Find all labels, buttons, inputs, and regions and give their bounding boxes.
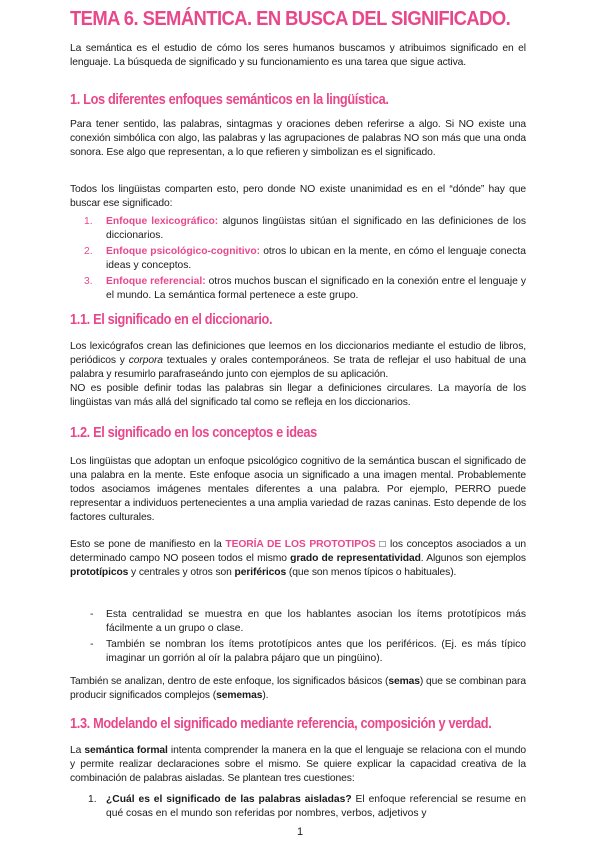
section-1-paragraph-2: Todos los lingüistas comparten esto, pero donde NO existe unanimidad es en el “dónde” hay que buscar ese significado: <box>70 184 526 209</box>
section-1-2-paragraph-2: Esto se pone de manifiesto en la TEORÍA DE LOS PROTOTIPOS □ los conceptos asociados a un determinado campo NO poseen todos el mismo grado de representatividad. Algunos son ejemplos prototípicos y centrales y otros son periféricos (que son menos típicos o habituales). <box>70 539 526 578</box>
section-1-2-paragraph-1: Los lingüistas que adoptan un enfoque psicológico cognitivo de la semántica buscan el significado de una palabra en la mente. Este enfoque asocia un significado a una imagen mental. Probablemente todos asociamos imágenes mentales diferentes a una palabra. Por ejemplo, PERRO puede representar a individuos pertenecientes a una amplia variedad de razas caninas. Esto depende de los factores culturales. <box>70 456 526 523</box>
approach-keyword: Enfoque referencial: <box>106 276 206 287</box>
section-1-2-paragraph-3: También se analizan, dentro de este enfoque, los significados básicos (semas) que se combinan para producir significados complejos (sememas). <box>70 676 526 701</box>
list-item: - Esta centralidad se muestra en que los hablantes asocian los ítems prototípicos más fácilmente a un grupo o clase. <box>90 609 526 634</box>
prototype-bullets <box>70 608 526 668</box>
approaches-list <box>70 215 526 305</box>
approach-keyword: Enfoque lexicográfico: <box>106 216 219 227</box>
questions-list <box>70 793 526 823</box>
prototype-theory-term: TEORÍA DE LOS PROTOTIPOS <box>225 539 376 550</box>
section-1-heading: 1. Los diferentes enfoques semánticos en la lingüística. <box>70 92 389 108</box>
list-item: - También se nombran los ítems prototípicos antes que los periféricos. (Ej. es más típico imaginar un gorrión al oír la palabra pájaro que un pingüino). <box>90 639 526 664</box>
intro-paragraph: La semántica es el estudio de cómo los seres humanos buscamos y atribuimos significado en el lenguaje. La búsqueda de significado y su funcionamiento es una tarea que sigue activa. <box>70 43 526 68</box>
list-item: 1. ¿Cuál es el significado de las palabras aisladas? El enfoque referencial se resume en qué cosas en el mundo son referidas por nombres, verbos, adjetivos y <box>88 794 527 819</box>
section-1-1-paragraph-2: NO es posible definir todas las palabras sin llegar a definiciones circulares. La mayoría de los lingüistas van más allá del significado tal como se refleja en los diccionarios. <box>70 383 526 408</box>
section-1-3-paragraph-1: La semántica formal intenta comprender la manera en la que el lenguaje se relaciona con el mundo y permite realizar declaraciones sobre el mismo. Se quiere explicar la capacidad creativa de la combinación de palabras aisladas. Se plantean tres cuestiones: <box>70 745 526 784</box>
section-1-2-heading: 1.2. El significado en los conceptos e ideas <box>70 425 317 441</box>
list-item: 1. Enfoque lexicográfico: algunos lingüistas sitúan el significado en las definiciones de los diccionarios. <box>84 216 526 241</box>
list-item: 3. Enfoque referencial: otros muchos buscan el significado en la conexión entre el lenguaje y el mundo. La semántica formal pertenece a este grupo. <box>84 276 526 301</box>
section-1-1-paragraph-1: Los lexicógrafos crean las definiciones que leemos en los diccionarios mediante el estudio de libros, periódicos y corpora textuales y orales contemporáneos. Se trata de reflejar el uso habitual de una palabra y resumirlo parafraseándo junto con ejemplos de su aplicación. <box>70 341 526 380</box>
section-1-paragraph-1: Para tener sentido, las palabras, sintagmas y oraciones deben referirse a algo. Si NO existe una conexión simbólica con algo, las palabras y las agrupaciones de palabras NO son más que una onda sonora. Ese algo que representan, a lo que refieren y simbolizan es el significado. <box>70 119 526 158</box>
list-item: 2. Enfoque psicológico-cognitivo: otros lo ubican en la mente, en cómo el lenguaje conecta ideas y conceptos. <box>84 246 526 271</box>
section-1-3-heading: 1.3. Modelando el significado mediante referencia, composición y verdad. <box>70 716 492 732</box>
page-title: TEMA 6. SEMÁNTICA. EN BUSCA DEL SIGNIFICADO. <box>70 8 511 30</box>
approach-keyword: Enfoque psicológico-cognitivo: <box>106 246 261 257</box>
section-1-1-heading: 1.1. El significado en el diccionario. <box>70 312 273 328</box>
page-number: 1 <box>296 826 304 838</box>
